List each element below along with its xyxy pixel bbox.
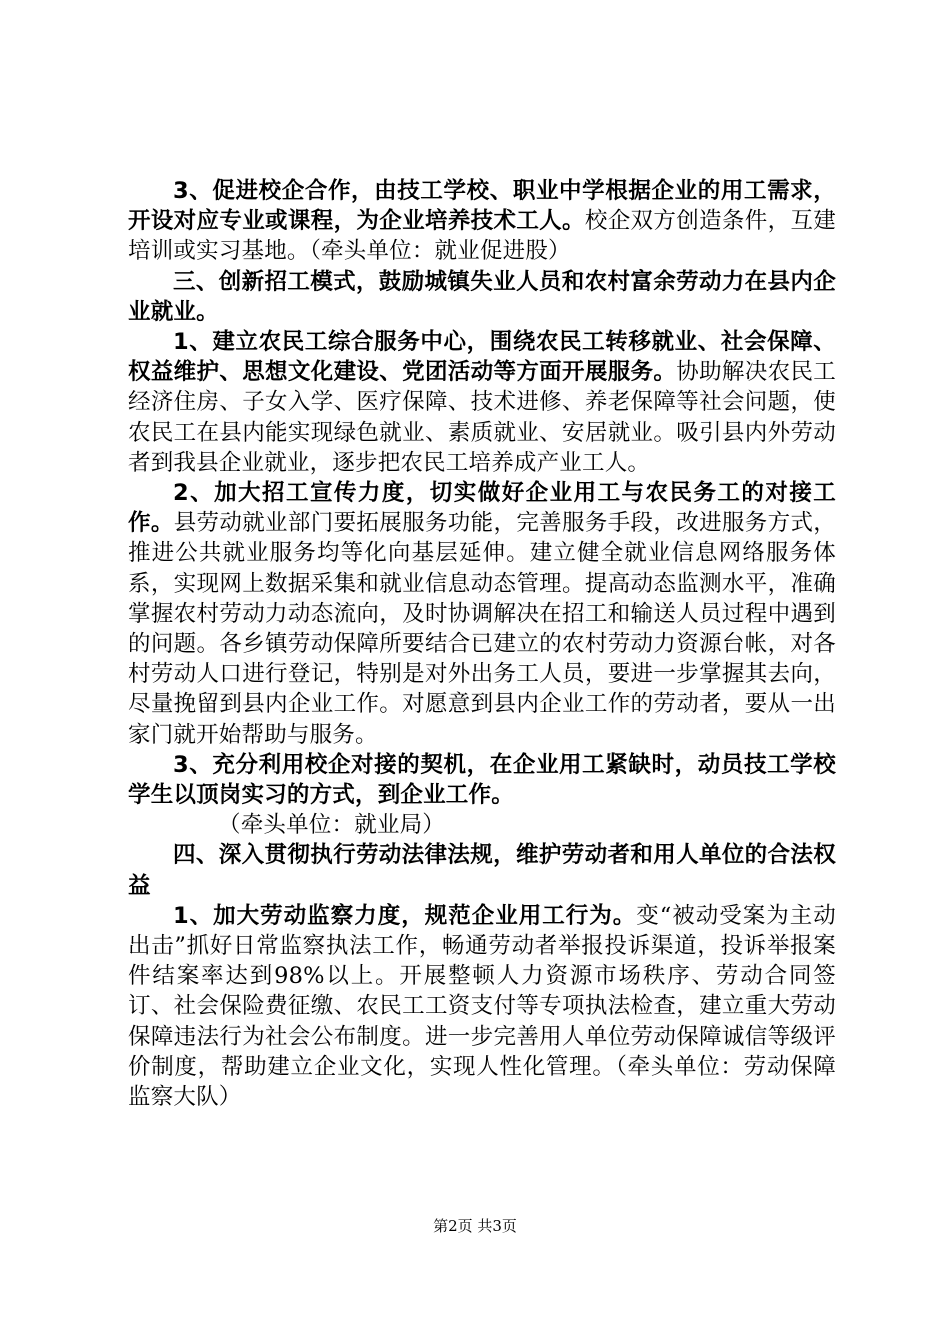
paragraph-heading-text: 2、加大招工宣传力度，切实做好企业用工与农民务工的对接工作。 bbox=[128, 480, 836, 537]
lead-unit-text: （牵头单位：就业局） bbox=[218, 812, 446, 839]
paragraph-body-text: 变“被动受案为主动出击”抓好日常监察执法工作，畅通劳动者举报投诉渠道，投诉举报案件结案率达到98%以上。开展整顿人力资源市场秩序、劳动合同签订、社会保险费征缴、农民工工资支付等专项执法检查，建立重大劳动保障违法行为社会公布制度。进一步完善用人单位劳动保障诚信等级评价制度，帮助建立企业文化，实现人性化管理。（牵头单位：劳动保障监察大队） bbox=[128, 902, 836, 1111]
paragraph-recruitment-publicity bbox=[128, 478, 836, 750]
paragraph-body-text: 校企双方创造条件，互建培训或实习基地。（牵头单位：就业促进股） bbox=[128, 208, 836, 265]
document-body bbox=[128, 176, 836, 1112]
paragraph-heading-text: 3、充分利用校企对接的契机，在企业用工紧缺时，动员技工学校学生以顶岗实习的方式，到企业工作。 bbox=[128, 751, 836, 809]
paragraph-heading-text: 1、加大劳动监察力度，规范企业用工行为。 bbox=[173, 902, 637, 929]
section-heading-text: 四、深入贯彻执行劳动法律法规，维护劳动者和用人单位的合法权益 bbox=[128, 842, 836, 899]
page-footer bbox=[0, 1216, 950, 1236]
paragraph-labor-supervision bbox=[128, 901, 836, 1112]
paragraph-body-text: 县劳动就业部门要拓展服务功能，完善服务手段，改进服务方式，推进公共就业服务均等化向基层延伸。建立健全就业信息网络服务体系，实现网上数据采集和就业信息动态管理。提高动态监测水平，准确掌握农村劳动力动态流向，及时协调解决在招工和输送人员过程中遇到的问题。各乡镇劳动保障所要结合已建立的农村劳动力资源台帐，对各村劳动人口进行登记，特别是对外出务工人员，要进一步掌握其去向，尽量挽留到县内企业工作。对愿意到县内企业工作的劳动者，要从一出家门就开始帮助与服务。 bbox=[128, 510, 836, 748]
paragraph-heading-text: 1、建立农民工综合服务中心，围绕农民工转移就业、社会保障、权益维护、思想文化建设、党团活动等方面开展服务。 bbox=[128, 329, 836, 386]
paragraph-migrant-service-center bbox=[128, 327, 836, 478]
paragraph-lead-unit bbox=[128, 810, 836, 840]
paragraph-heading-text: 3、促进校企合作，由技工学校、职业中学根据企业的用工需求，开设对应专业或课程，为企业培养技术工人。 bbox=[128, 178, 836, 235]
paragraph-school-enterprise bbox=[128, 176, 836, 267]
section-heading-3 bbox=[128, 267, 836, 327]
page-number: 第2页 共3页 bbox=[433, 1217, 517, 1235]
section-heading-4 bbox=[128, 840, 836, 900]
section-heading-text: 三、创新招工模式，鼓励城镇失业人员和农村富余劳动力在县内企业就业。 bbox=[128, 268, 836, 325]
paragraph-body-text: 协助解决农民工经济住房、子女入学、医疗保障、技术进修、养老保障等社会问题，使农民工在县内能实现绿色就业、素质就业、安居就业。吸引县内外劳动者到我县企业就业，逐步把农民工培养成产业工人。 bbox=[128, 359, 836, 476]
paragraph-internship bbox=[128, 750, 836, 810]
